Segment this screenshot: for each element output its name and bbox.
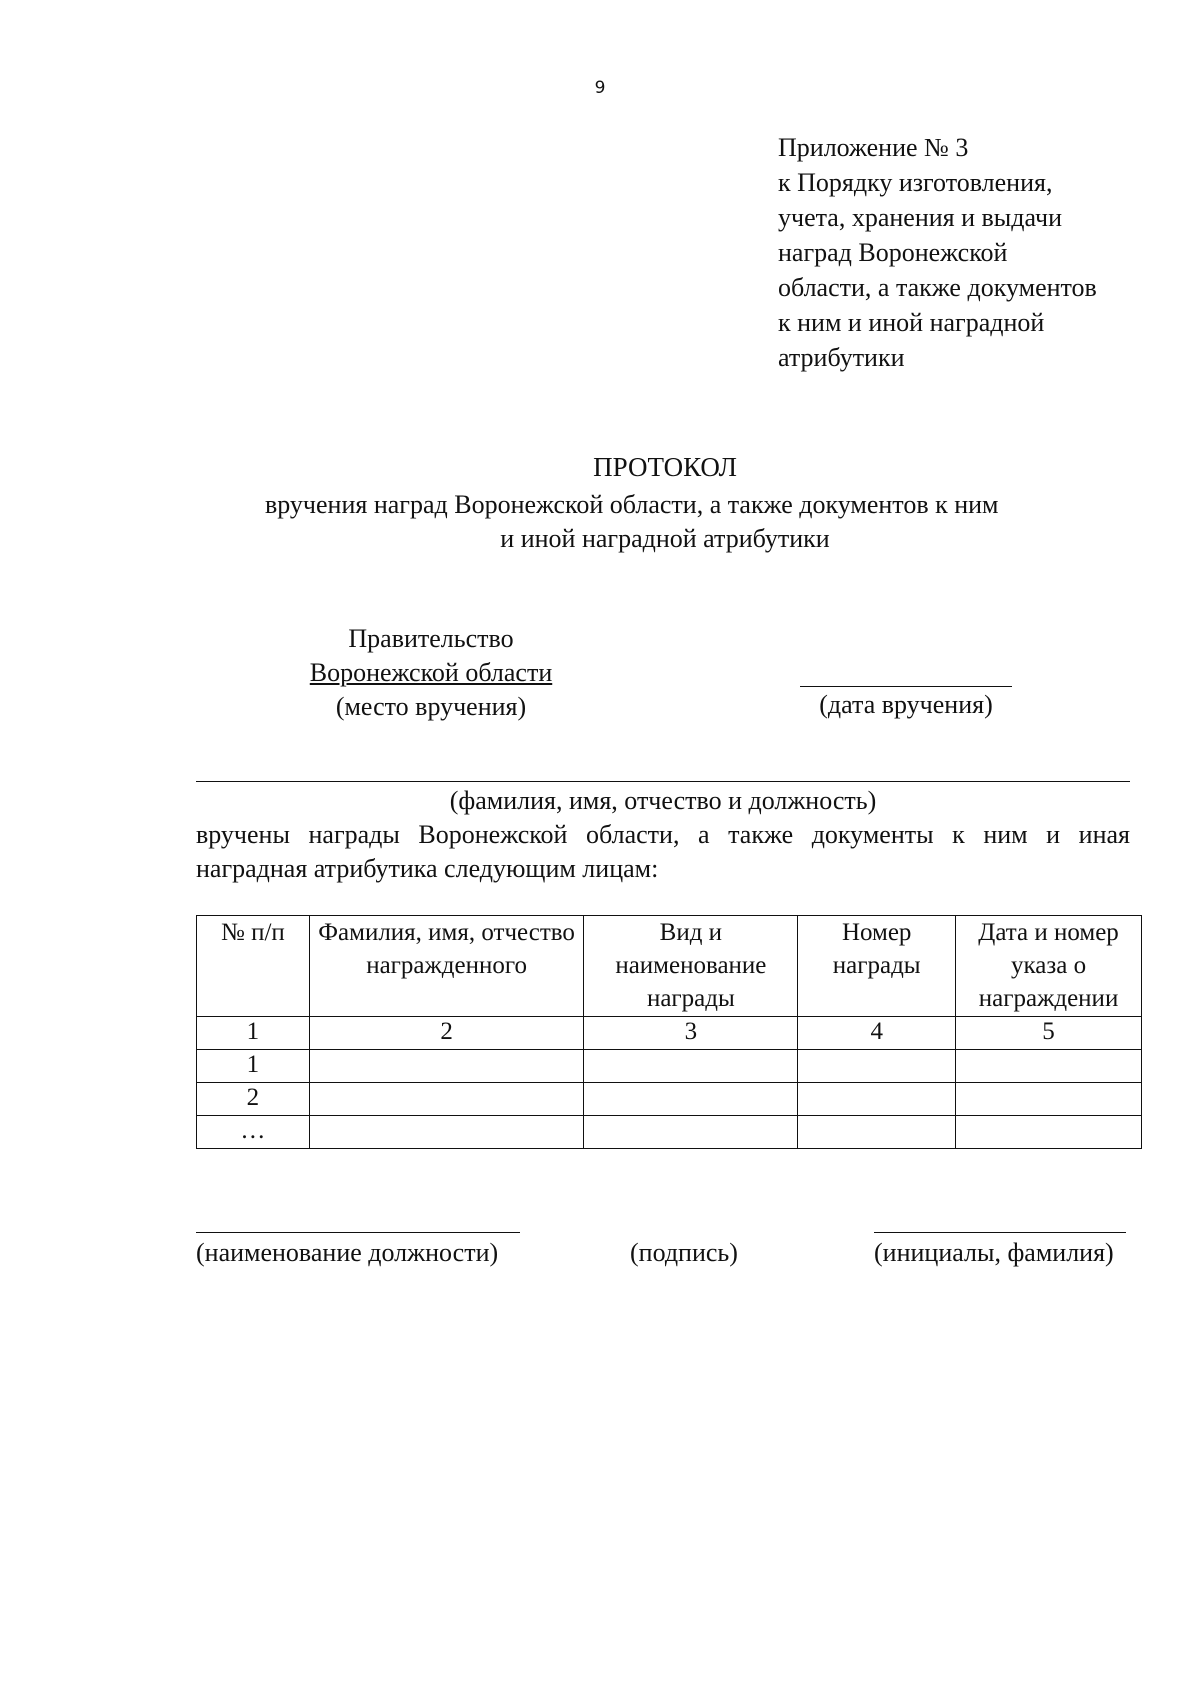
header-decree: Дата и номер указа о награждении (956, 916, 1142, 1017)
table-cell (309, 1050, 584, 1083)
table-cell (309, 1083, 584, 1116)
place-line2: Воронежской области (309, 658, 553, 687)
table-cell (798, 1050, 956, 1083)
table-cell: 4 (798, 1017, 956, 1050)
table-cell (584, 1050, 798, 1083)
table-row (197, 1083, 1142, 1116)
appendix-line: к Порядку изготовления, (778, 168, 1053, 197)
document-title: ПРОТОКОЛ (593, 452, 737, 482)
name-blank-line (874, 1232, 1126, 1233)
fio-blank-line (196, 781, 1130, 782)
table-row (197, 1050, 1142, 1083)
date-blank-line (800, 686, 1012, 687)
table-header-row (197, 916, 1142, 1017)
place-line1: Правительство (348, 624, 514, 653)
position-blank-line (196, 1232, 520, 1233)
appendix-line: учета, хранения и выдачи (778, 203, 1062, 232)
table-cell: 2 (197, 1083, 310, 1116)
table-cell (584, 1116, 798, 1149)
header-award-number: Номер награды (798, 916, 956, 1017)
table-row (197, 1116, 1142, 1149)
appendix-line: к ним и иной наградной (778, 308, 1045, 337)
table-cell: 5 (956, 1017, 1142, 1050)
appendix-line: области, а также документов (778, 273, 1097, 302)
table-cell (956, 1116, 1142, 1149)
table-number-row (197, 1017, 1142, 1050)
page-number: 9 (594, 78, 606, 98)
appendix-line: Приложение № 3 (778, 133, 969, 162)
place-block (296, 622, 566, 724)
header-full-name: Фамилия, имя, отчество награжденного (309, 916, 584, 1017)
table-cell: 1 (197, 1017, 310, 1050)
table-cell (584, 1083, 798, 1116)
table-cell: 1 (197, 1050, 310, 1083)
document-subtitle-line2: и иной наградной атрибутики (500, 524, 830, 553)
header-number: № п/п (197, 916, 310, 1017)
table-cell: 2 (309, 1017, 584, 1050)
appendix-line: атрибутики (778, 343, 905, 372)
table-cell: … (197, 1116, 310, 1149)
date-caption: (дата вручения) (819, 690, 993, 719)
table-cell (798, 1083, 956, 1116)
body-text-line2: наградная атрибутика следующим лицам: (196, 854, 659, 883)
appendix-block (778, 130, 1097, 375)
table-cell (309, 1116, 584, 1149)
name-caption: (инициалы, фамилия) (874, 1238, 1114, 1267)
fio-caption: (фамилия, имя, отчество и должность) (449, 786, 877, 815)
body-text-line1: вручены награды Воронежской области, а также документы к ним и иная (196, 820, 1130, 849)
awards-table (196, 915, 1142, 1149)
table-cell (956, 1050, 1142, 1083)
place-caption: (место вручения) (335, 692, 527, 721)
signature-caption: (подпись) (630, 1238, 738, 1267)
table-cell (798, 1116, 956, 1149)
appendix-line: наград Воронежской (778, 238, 1008, 267)
position-caption: (наименование должности) (196, 1238, 499, 1267)
document-subtitle-line1: вручения наград Воронежской области, а также документов к ним (265, 490, 999, 519)
header-award-type: Вид и наименование награды (584, 916, 798, 1017)
table-cell (956, 1083, 1142, 1116)
table-cell: 3 (584, 1017, 798, 1050)
